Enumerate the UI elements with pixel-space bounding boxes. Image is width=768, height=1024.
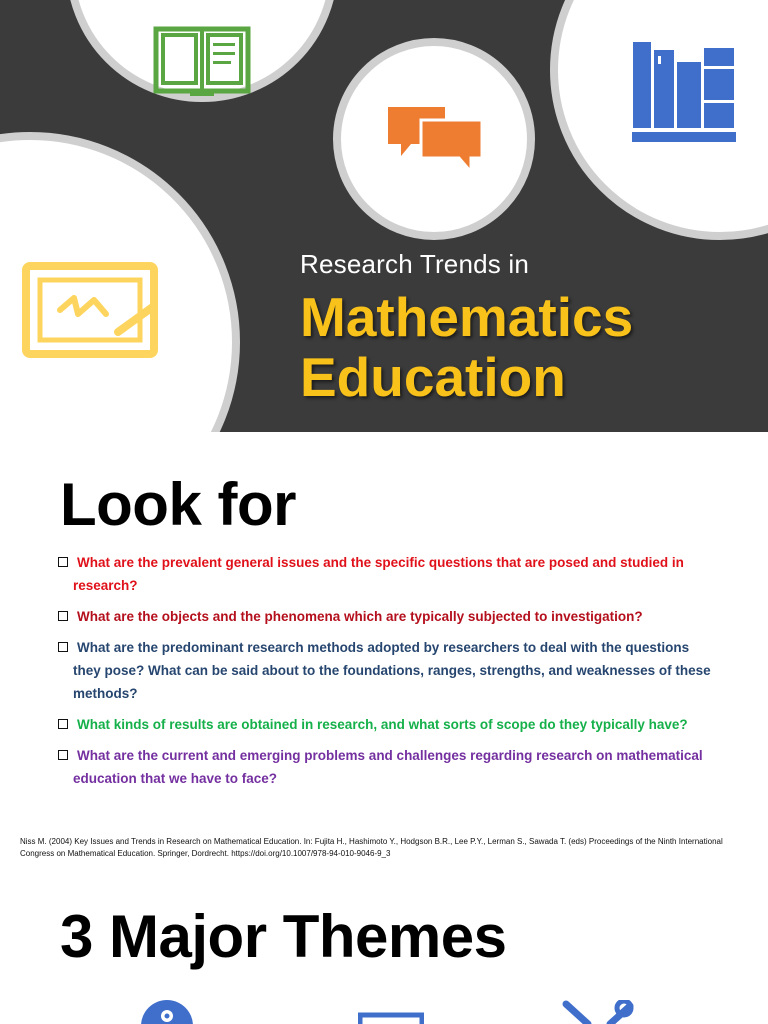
open-book-icon [153, 26, 251, 98]
citation: Niss M. (2004) Key Issues and Trends in Research on Mathematical Education. In: Fujita H., Hashimoto Y., Hodgson B.R., Lee P.Y., Lerman S., Sawada T. (eds) Proceedings of the Ninth International Congress on Mathematical Education. Springer, Dordrecht. https://doi.org/10.1007/978-94-010-9046-9_3 [20, 837, 723, 858]
checkbox-bullet-icon [58, 642, 68, 652]
question-text: What are the objects and the phenomena which are typically subjected to investigation? [77, 609, 643, 624]
hero-banner [0, 0, 768, 432]
question-text: What are the current and emerging problems and challenges regarding research on mathematical education that we have to face? [73, 748, 703, 786]
checkbox-bullet-icon [58, 611, 68, 621]
hero-title [300, 287, 633, 407]
chat-bubbles-icon [385, 104, 485, 176]
chalkboard-icon [22, 262, 164, 360]
question-item [58, 713, 718, 736]
question-item [58, 605, 718, 628]
question-item [58, 551, 718, 597]
checkbox-bullet-icon [58, 719, 68, 729]
monitor-icon [358, 1012, 424, 1024]
look-for-heading: Look for [60, 471, 296, 538]
hero-title-line1: Mathematics [300, 286, 634, 348]
question-item [58, 636, 718, 705]
question-text: What kinds of results are obtained in research, and what sorts of scope do they typically have? [77, 717, 688, 732]
checkbox-bullet-icon [58, 750, 68, 760]
gear-icon [140, 998, 194, 1024]
hero-subtitle: Research Trends in [300, 249, 530, 279]
question-text: What are the prevalent general issues and the specific questions that are posed and studied in research? [73, 555, 684, 593]
question-list [58, 551, 718, 798]
hero-title-line2: Education [300, 346, 566, 408]
bookshelf-icon [632, 40, 738, 144]
question-text: What are the predominant research methods adopted by researchers to deal with the questions they pose? What can be said about to the foundations, ranges, strengths, and weaknesses of these methods? [73, 640, 711, 701]
tools-icon [562, 1000, 634, 1024]
themes-heading: 3 Major Themes [60, 903, 507, 970]
checkbox-bullet-icon [58, 557, 68, 567]
question-item [58, 744, 718, 790]
